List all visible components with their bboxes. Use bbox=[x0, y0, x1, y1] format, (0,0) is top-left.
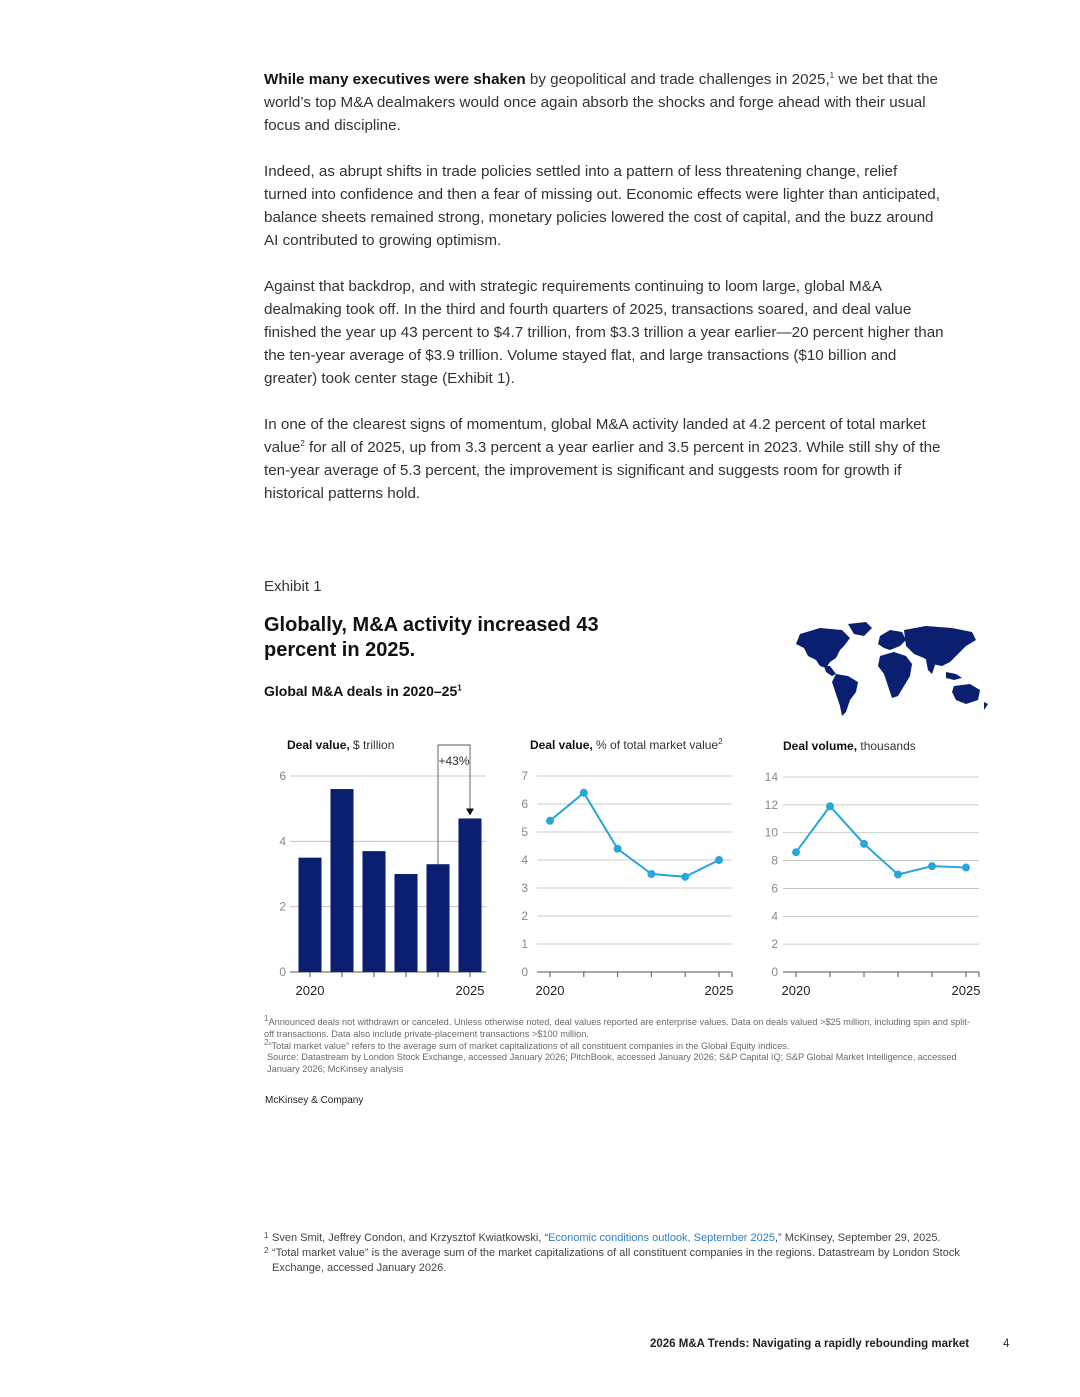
y-tick-label: 10 bbox=[764, 825, 778, 840]
bar-2020 bbox=[298, 858, 321, 972]
page-number: 4 bbox=[1003, 1338, 1010, 1350]
y-tick-label: 4 bbox=[521, 853, 528, 867]
world-map-icon bbox=[786, 620, 992, 720]
exhibit-title: Globally, M&A activity increased 43 percent in 2025. bbox=[264, 614, 599, 661]
page-footnotes bbox=[264, 1231, 964, 1276]
y-tick-label: 5 bbox=[521, 825, 528, 839]
y-tick-label: 14 bbox=[764, 770, 778, 784]
point-2025 bbox=[962, 864, 970, 872]
x-tick-label: 2020 bbox=[781, 983, 811, 998]
point-2022 bbox=[614, 845, 622, 853]
exhibit-subtitle: Global M&A deals in $2020-25^1$ bbox=[264, 683, 462, 699]
paragraph-4: In one of the clearest signs of momentum, global M&A activity landed at 4.2 percent of total market value$^2$ for all of 2025, up from 3.3 percent a year earlier and 3.5 percent in 2023. While still shy of the ten-year average of 5.3 percent, the improvement is significant and suggests room for growth if historical patterns hold. bbox=[264, 416, 941, 502]
paragraph-2: Indeed, as abrupt shifts in trade policies settled into a pattern of less threatening change, relief turned into confidence and then a fear of missing out. Economic effects were lighter than anticipated, balance sheets remained strong, monetary policies lowered the cost of capital, and the buzz around AI contributed to growing optimism. bbox=[264, 163, 940, 249]
y-tick-label: 2 bbox=[771, 937, 778, 952]
point-2021 bbox=[826, 802, 834, 810]
y-tick-label: 6 bbox=[771, 881, 778, 896]
point-2023 bbox=[647, 870, 655, 878]
chart-note-1: $^1$Announced deals not withdrawn or canceled. Unless otherwise noted, deal values reported are enterprise values. Data on deals valued >$25 million, including spin and split-off transactions. Data also include private-placement transactions >$100 million. bbox=[264, 1013, 970, 1039]
y-tick-label: 3 bbox=[521, 881, 528, 895]
series-line bbox=[550, 793, 719, 877]
bar-2022 bbox=[362, 851, 385, 972]
y-tick-label: 0 bbox=[521, 965, 528, 979]
point-2020 bbox=[546, 817, 554, 825]
annotation-bracket bbox=[438, 745, 470, 864]
series-line bbox=[796, 806, 966, 874]
y-tick-label: 12 bbox=[764, 797, 778, 812]
x-tick-label: 2025 bbox=[704, 983, 734, 998]
point-2022 bbox=[860, 840, 868, 848]
y-tick-label: 6 bbox=[279, 769, 286, 783]
y-tick-label: 4 bbox=[771, 909, 778, 924]
line-chart-1-title: Deal value, % of total market value$^2$ bbox=[530, 737, 723, 752]
y-tick-label: 2 bbox=[279, 899, 286, 914]
bar-2021 bbox=[330, 789, 353, 972]
economic-outlook-link[interactable]: Economic conditions outlook, September 2025 bbox=[548, 1232, 775, 1244]
y-tick-label: 0 bbox=[279, 965, 286, 979]
point-2020 bbox=[792, 848, 800, 856]
footnote-1: 1 Sven Smit, Jeffrey Condon, and Krzysztof Kwiatkowski, “Economic conditions outlook, September 2025,” McKinsey, September 29, 2025. bbox=[264, 1231, 941, 1244]
bar-2024 bbox=[426, 864, 449, 972]
point-2024 bbox=[681, 873, 689, 881]
y-tick-label: 2 bbox=[521, 909, 528, 923]
paragraph-3: Against that backdrop, and with strategic requirements continuing to loom large, global M&A dealmaking took off. In the third and fourth quarters of 2025, transactions soared, and deal value finished the year up 43 percent to $4.7 trillion, from $3.3 trillion a year earlier—20 percent higher than the ten-year average of $3.9 trillion. Volume stayed flat, and large transactions ($10 billion and greater) took center stage (Exhibit 1). bbox=[264, 278, 944, 387]
annotation-arrow bbox=[466, 808, 474, 815]
bar-2023 bbox=[394, 874, 417, 972]
y-tick-label: 1 bbox=[521, 937, 528, 951]
chart-source: Source: Datastream by London Stock Exchange, accessed January 2026; PitchBook, accessed January 2026; S&P Capital IQ; S&P Global Market Intelligence, accessed January 2026; McKinsey analysis bbox=[267, 1052, 957, 1075]
y-tick-label: 8 bbox=[771, 853, 778, 868]
exhibit-label: Exhibit 1 bbox=[264, 578, 322, 595]
paragraph-1: While many executives were shaken by geopolitical and trade challenges in 2025,$^1$ we bet that the world’s top M&A dealmakers would once again absorb the shocks and forge ahead with their usual focus and discipline. bbox=[264, 70, 938, 134]
y-tick-label: 6 bbox=[521, 797, 528, 811]
chart-notes bbox=[264, 1013, 976, 1076]
bar-chart-title: Deal value, $ trillion bbox=[287, 738, 395, 752]
point-2024 bbox=[928, 862, 936, 870]
annotation-label: +43% bbox=[438, 754, 470, 768]
y-tick-label: 7 bbox=[521, 769, 528, 783]
line-chart-2-title: Deal volume, thousands bbox=[783, 739, 916, 753]
chart-note-2: $^2$“Total market value” refers to the average sum of market capitalizations of all constituent companies in the Global Equity indices. bbox=[264, 1037, 790, 1051]
bar-2025 bbox=[458, 818, 481, 972]
point-2025 bbox=[715, 856, 723, 864]
point-2021 bbox=[580, 789, 588, 797]
y-tick-label: 4 bbox=[279, 834, 286, 849]
page-footer-title: 2026 M&A Trends: Navigating a rapidly rebounding market bbox=[650, 1338, 970, 1350]
footnote-2: 2 “Total market value” is the average sum of the market capitalizations of all constituent companies in the regions. Datastream by London Stock Exchange, accessed January 2026. bbox=[264, 1246, 960, 1274]
brand-label: McKinsey & Company bbox=[265, 1095, 364, 1106]
x-tick-label: 2020 bbox=[295, 983, 325, 998]
article-body bbox=[264, 68, 944, 528]
x-tick-label: 2025 bbox=[455, 983, 485, 998]
x-tick-label: 2025 bbox=[951, 983, 981, 998]
point-2023 bbox=[894, 871, 902, 879]
x-tick-label: 2020 bbox=[535, 983, 565, 998]
y-tick-label: 0 bbox=[771, 965, 778, 979]
